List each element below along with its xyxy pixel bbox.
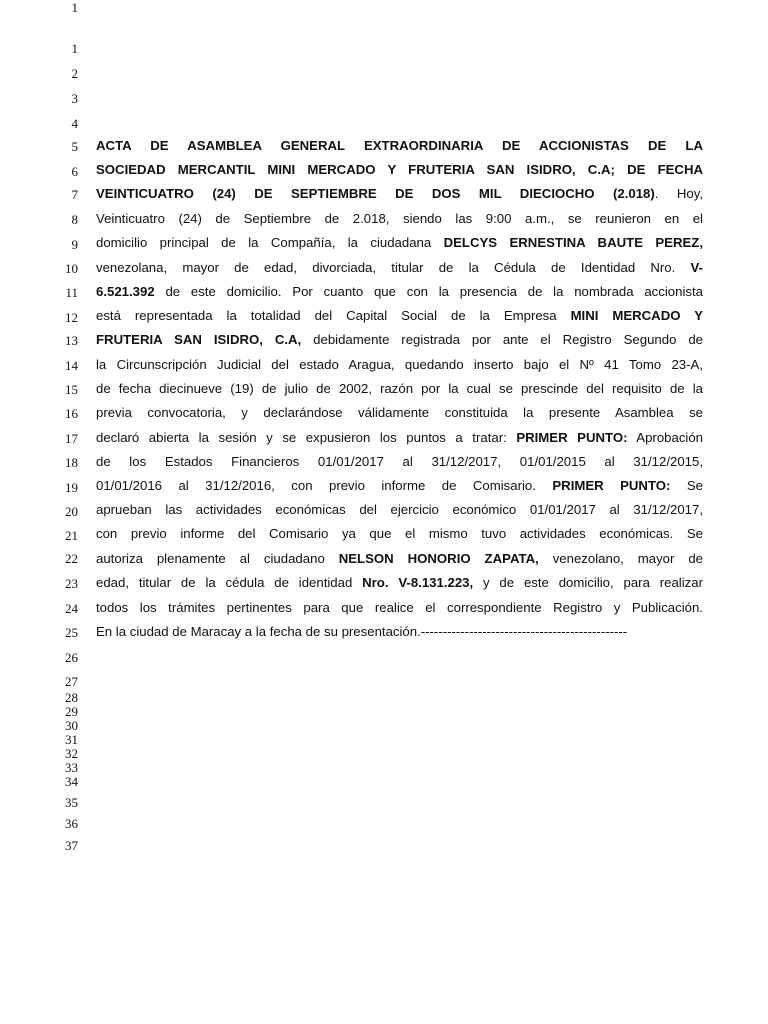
text-line bbox=[96, 477, 703, 502]
text-run: venezolana, mayor de edad, divorciada, titular de la Cédula de Identidad Nro. bbox=[96, 260, 691, 275]
text-run: está representada la totalidad del Capital Social de la Empresa bbox=[96, 308, 571, 323]
text-run: venezolano, mayor de bbox=[538, 551, 703, 566]
bold-text: VEINTICUATRO (24) DE SEPTIEMBRE DE DOS MIL DIECIOCHO (2.018) bbox=[96, 186, 655, 201]
text-run: previa convocatoria, y declarándose válidamente constituida la presente Asamblea se bbox=[96, 405, 703, 420]
text-run: la Circunscripción Judicial del estado Aragua, quedando inserto bajo el Nº 41 Tomo 23-A, bbox=[96, 357, 703, 372]
text-run: todos los trámites pertinentes para que realice el correspondiente Registro y Publicación. bbox=[96, 600, 703, 615]
line-number: 37 bbox=[65, 838, 78, 853]
line-number: 26 bbox=[65, 650, 78, 665]
bold-text: FRUTERIA SAN ISIDRO, C.A, bbox=[96, 332, 302, 347]
line-number: 15 bbox=[65, 382, 78, 397]
line-number: 9 bbox=[71, 237, 78, 252]
text-line bbox=[96, 185, 703, 210]
text-run: de los Estados Financieros 01/01/2017 al 31/12/2017, 01/01/2015 al 31/12/2015, bbox=[96, 454, 703, 469]
line-number: 31 bbox=[65, 732, 78, 747]
text-run: con previo informe del Comisario ya que el mismo tuvo actividades económicas. Se bbox=[96, 526, 703, 541]
line-number: 1 bbox=[71, 41, 78, 56]
line-number: 34 bbox=[65, 774, 78, 789]
bold-text: DELCYS ERNESTINA BAUTE PEREZ, bbox=[443, 235, 703, 250]
line-number: 35 bbox=[65, 795, 78, 810]
text-run: Veinticuatro (24) de Septiembre de 2.018, siendo las 9:00 a.m., se reunieron en el bbox=[96, 211, 703, 226]
line-number: 13 bbox=[65, 333, 78, 348]
text-run: Se bbox=[670, 478, 703, 493]
text-line bbox=[96, 501, 703, 526]
line-number: 7 bbox=[71, 187, 78, 202]
line-number: 33 bbox=[65, 760, 78, 775]
line-number: 22 bbox=[65, 551, 78, 566]
line-number: 5 bbox=[71, 139, 78, 154]
text-run: edad, titular de la cédula de identidad bbox=[96, 575, 363, 590]
line-number: 14 bbox=[65, 358, 78, 373]
line-number: 32 bbox=[65, 746, 78, 761]
text-run: de este domicilio. Por cuanto que con la presencia de la nombrada accionista bbox=[154, 284, 703, 299]
line-number: 2 bbox=[71, 66, 78, 81]
line-number: 20 bbox=[65, 504, 78, 519]
text-run: debidamente registrada por ante el Registro Segundo de bbox=[301, 332, 703, 347]
bold-text: NELSON HONORIO ZAPATA, bbox=[338, 551, 539, 566]
line-number: 21 bbox=[65, 528, 78, 543]
bold-text: V- bbox=[690, 260, 703, 275]
line-number: 27 bbox=[65, 674, 78, 689]
text-line bbox=[96, 356, 703, 381]
line-number: 36 bbox=[65, 816, 78, 831]
line-number: 25 bbox=[65, 625, 78, 640]
line-number: 19 bbox=[65, 480, 78, 495]
text-line bbox=[96, 210, 703, 235]
text-line bbox=[96, 380, 703, 405]
line-number: 8 bbox=[71, 212, 78, 227]
line-number: 1 bbox=[71, 0, 78, 15]
line-number: 23 bbox=[65, 576, 78, 591]
text-line bbox=[96, 574, 703, 599]
line-number: 11 bbox=[65, 285, 78, 300]
bold-text: MINI MERCADO Y bbox=[570, 308, 703, 323]
line-number: 24 bbox=[65, 601, 78, 616]
text-line bbox=[96, 283, 703, 308]
text-line bbox=[96, 429, 703, 454]
line-number: 10 bbox=[65, 261, 78, 276]
text-line bbox=[96, 259, 703, 284]
bold-text: ACTA DE ASAMBLEA GENERAL EXTRAORDINARIA DE ACCIONISTAS DE LA bbox=[96, 138, 703, 153]
line-number: 28 bbox=[65, 690, 78, 705]
line-number: 18 bbox=[65, 455, 78, 470]
text-line bbox=[96, 599, 703, 624]
text-run: 01/01/2016 al 31/12/2016, con previo informe de Comisario. bbox=[96, 478, 553, 493]
line-number: 12 bbox=[65, 310, 78, 325]
bold-text: Nro. V-8.131.223, bbox=[362, 575, 474, 590]
text-run: Aprobación bbox=[627, 430, 703, 445]
text-run: domicilio principal de la Compañía, la ciudadana bbox=[96, 235, 444, 250]
text-line bbox=[96, 525, 703, 550]
line-number: 29 bbox=[65, 704, 78, 719]
text-run: aprueban las actividades económicas del ejercicio económico 01/01/2017 al 31/12/2017, bbox=[96, 502, 703, 517]
bold-text: PRIMER PUNTO: bbox=[552, 478, 671, 493]
text-run: En la ciudad de Maracay a la fecha de su presentación.----------------------------------------------- bbox=[96, 624, 628, 639]
line-number: 30 bbox=[65, 718, 78, 733]
text-line bbox=[96, 307, 703, 332]
text-line bbox=[96, 161, 703, 186]
text-line bbox=[96, 404, 703, 429]
text-run: . Hoy, bbox=[654, 186, 703, 201]
line-number: 16 bbox=[65, 406, 78, 421]
text-line bbox=[96, 137, 703, 162]
bold-text: 6.521.392 bbox=[96, 284, 155, 299]
text-line bbox=[96, 550, 703, 575]
text-line bbox=[96, 331, 703, 356]
line-number: 17 bbox=[65, 431, 78, 446]
text-line bbox=[96, 623, 703, 648]
bold-text: SOCIEDAD MERCANTIL MINI MERCADO Y FRUTERIA SAN ISIDRO, C.A; DE FECHA bbox=[96, 162, 703, 177]
text-run: de fecha diecinueve (19) de julio de 2002, razón por la cual se prescinde del requisito de la bbox=[96, 381, 703, 396]
bold-text: PRIMER PUNTO: bbox=[516, 430, 628, 445]
text-run: autoriza plenamente al ciudadano bbox=[96, 551, 339, 566]
line-number: 4 bbox=[71, 116, 78, 131]
line-number: 6 bbox=[71, 164, 78, 179]
text-line bbox=[96, 453, 703, 478]
text-run: declaró abierta la sesión y se expusieron los puntos a tratar: bbox=[96, 430, 517, 445]
text-run: y de este domicilio, para realizar bbox=[473, 575, 703, 590]
text-line bbox=[96, 234, 703, 259]
line-number: 3 bbox=[71, 91, 78, 106]
